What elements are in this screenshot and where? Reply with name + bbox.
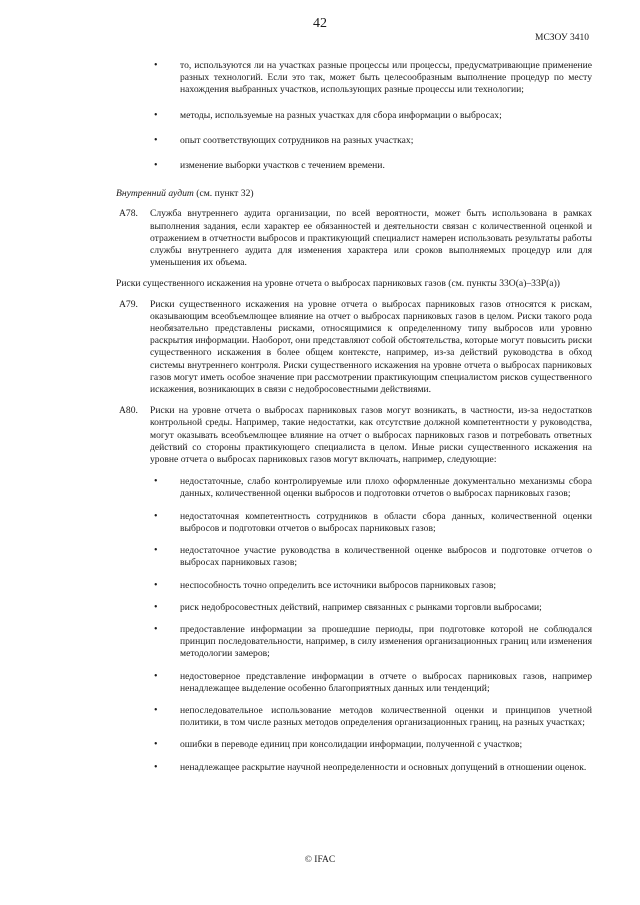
list-item: [116, 511, 592, 535]
list-item-text: опыт соответствующих сотрудников на разных участках;: [180, 134, 414, 146]
list-item-text: риск недобросовестных действий, например связанных с рынками торговли выбросами;: [180, 601, 542, 613]
internal-audit-heading: [116, 188, 592, 200]
paragraph-number: А78.: [119, 208, 138, 220]
bullet-icon: •: [154, 510, 158, 522]
bullet-icon: •: [154, 109, 158, 121]
bullet-icon: •: [154, 545, 158, 557]
list-item: [116, 60, 592, 97]
heading-italic: Внутренний аудит: [116, 188, 194, 200]
list-item-text: ошибки в переводе единиц при консолидации информации, полученной с участков;: [180, 739, 523, 751]
list-item-text: предоставление информации за прошедшие периоды, при подготовке которой не соблюдался принцип последовательности, например, в силу изменения организационных границ или изменения методологии замеров;: [180, 623, 592, 660]
paragraph-text: Служба внутреннего аудита организации, по всей вероятности, может быть использована в рамках выполнения задания, если характер ее обязанностей и деятельности связан с количественной оценкой и отражением в отчетности выбросов и практикующий специалист намерен использовать результаты работы службы внутреннего аудита для изменения характера или сроков выполняемых процедур или для уменьшения их объема.: [150, 208, 592, 269]
footer-copyright: © IFAC: [304, 855, 336, 865]
list-item: [116, 739, 592, 751]
paragraph-text: Риски существенного искажения на уровне отчета о выбросах парниковых газов относятся к рискам, оказывающим всеобъемлющее влияние на отчет о выбросах парниковых газов в целом. Риски такого рода необязательно представлены рисками, относящимися к определенному типу выбросов или уровню раскрытия информации. Наоборот, они представляют собой обстоятельства, которые могут повысить риски существенного искажения в более общем контексте, например, из-за действий руководства в обход системы внутреннего контроля. Риски существенного искажения на уровне отчета о выбросах парниковых газов могут иметь особое значение при рассмотрении практикующим специалистом рисков существенного искажения, возникающих в связи с недобросовестными действиями.: [150, 298, 592, 396]
bullet-icon: •: [154, 579, 158, 591]
list-item: [116, 762, 592, 774]
list-item-text: методы, используемые на разных участках для сбора информации о выбросах;: [180, 109, 502, 121]
paragraph-a78: [116, 208, 592, 269]
list-item: [116, 135, 592, 147]
bullet-icon: •: [154, 761, 158, 773]
paragraph-a79: [116, 299, 592, 397]
document-body: [116, 60, 592, 784]
list-item-text: недостоверное представление информации в отчете о выбросах парниковых газов, например ненадлежащее выделение особенно благоприятных данных или тенденций;: [180, 670, 592, 694]
paragraph-text: Риски на уровне отчета о выбросах парниковых газов могут возникать, в частности, из-за недостатков контрольной среды. Например, такие недостатки, как отсутствие должной компетентности у руководства, могут оказывать всеобъемлющее влияние на отчет о выбросах парниковых газов и потребовать ответных действий со стороны практикующего специалиста в целом. Иные риски существенного искажения на уровне отчета о выбросах парниковых газов могут включать, например, следующие:: [150, 405, 592, 466]
list-item-text: ненадлежащее раскрытие научной неопределенности и основных допущений в отношении оценок.: [180, 761, 587, 773]
list-item-text: недостаточное участие руководства в количественной оценке выбросов и подготовке отчетов о выбросах парниковых газов;: [180, 545, 592, 569]
list-item-text: то, используются ли на участках разные процессы или процессы, предусматривающие применение разных технологий. Если это так, может быть целесообразным выполнение процедур по месту нахождения выбранных участков, использующих разные процессы или технологии;: [180, 60, 592, 96]
list-item: [116, 671, 592, 695]
list-item-text: неспособность точно определить все источники выбросов парниковых газов;: [180, 579, 497, 591]
list-item: [116, 110, 592, 122]
heading-reference: (см. пункт 32): [193, 188, 254, 200]
bullet-icon: •: [154, 739, 158, 751]
bullet-icon: •: [154, 601, 158, 613]
paragraph-number: А79.: [119, 298, 138, 310]
list-item: [116, 476, 592, 500]
list-item: [116, 705, 592, 729]
list-item: [116, 624, 592, 661]
bullet-icon: •: [154, 623, 158, 635]
bullet-icon: •: [154, 134, 158, 146]
list-item-text: недостаточная компетентность сотрудников в области сбора данных, количественной оценки выбросов и подготовки отчетов о выбросах парниковых газов;: [180, 510, 592, 534]
paragraph-number: А80.: [119, 405, 138, 417]
list-item-text: изменение выборки участков с течением времени.: [180, 160, 385, 172]
list-item: [116, 160, 592, 172]
risks-heading: Риски существенного искажения на уровне отчета о выбросах парниковых газов (см. пункты 33О(a)–33Р(a)): [116, 278, 560, 290]
list-item: [116, 580, 592, 592]
page-number: 42: [313, 16, 327, 31]
bullet-icon: •: [154, 160, 158, 172]
bullet-icon: •: [154, 60, 158, 71]
document-code: МСЗОУ 3410: [535, 33, 589, 43]
list-item-text: недостаточные, слабо контролируемые или плохо оформленные документально механизмы сбора данных, количественной оценки выбросов и подготовки отчетов о выбросах парниковых газов;: [180, 476, 592, 500]
bullet-icon: •: [154, 670, 158, 682]
bullet-icon: •: [154, 704, 158, 716]
list-item: [116, 545, 592, 569]
list-item-text: непоследовательное использование методов количественной оценки и принципов учетной политики, в том числе разных методов определения организационных границ, на разных участках;: [180, 704, 592, 729]
list-item: [116, 602, 592, 614]
paragraph-a80: [116, 405, 592, 466]
bullet-icon: •: [154, 476, 158, 488]
